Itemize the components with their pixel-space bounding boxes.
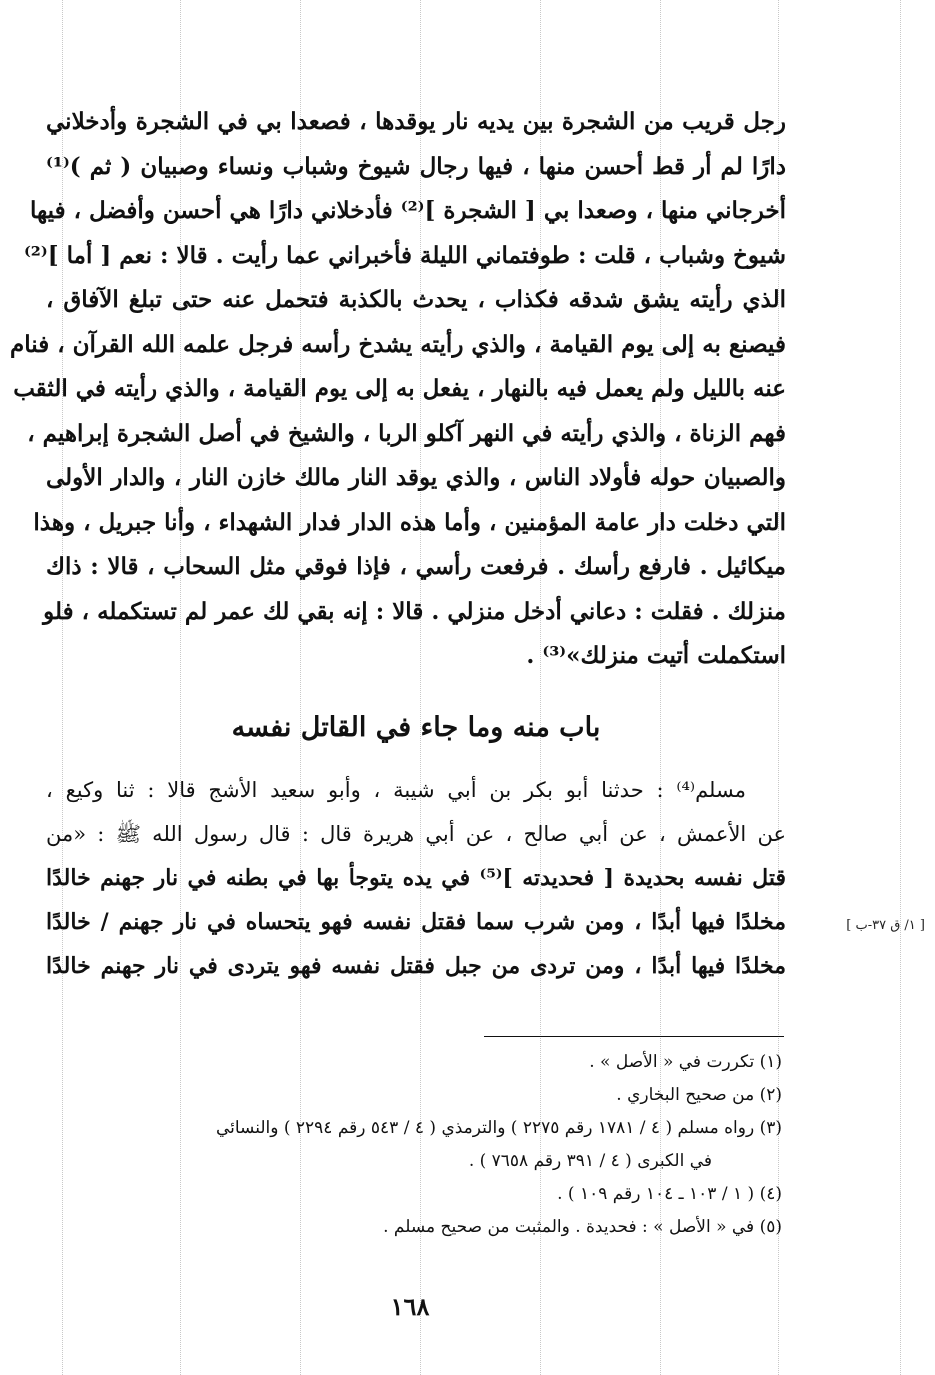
hadith-line: مخلدًا فيها أبدًا ، ومن شرب سما فقتل نفسه فهو يتحساه في نار جهنم / خالدًا <box>46 909 786 935</box>
chapter-title: باب منه وما جاء في القاتل نفسه <box>231 712 601 743</box>
text-line: الذي رأيته يشق شدقه فكذاب ، يحدث بالكذبة فتحمل عنه حتى تبلغ الآفاق ، <box>46 286 786 313</box>
text-line: والصبيان حوله فأولاد الناس ، والذي يوقد النار مالك خازن النار ، والدار الأولى <box>46 464 786 491</box>
scan-line <box>900 0 901 1375</box>
hadith-line: قتل نفسه بحديدة [ فحديدته ]⁽⁵⁾ في يده يتوجأ بها في بطنه في نار جهنم خالدًا <box>46 865 786 891</box>
text-line: رجل قريب من الشجرة بين يديه نار يوقدها ، فصعدا بي في الشجرة وأدخلاني <box>46 108 786 135</box>
footnote: (١) تكررت في « الأصل » . <box>589 1052 782 1072</box>
footnote-divider <box>484 1036 784 1037</box>
page-number: ١٦٨ <box>390 1292 430 1321</box>
text-line: دارًا لم أر قط أحسن منها ، فيها رجال شيوخ وشباب ونساء وصبيان ( ثم )⁽¹⁾ <box>46 152 786 180</box>
text-line: منزلك . فقلت : دعاني أدخل منزلي . قالا : إنه بقي لك عمر لم تستكمله ، فلو <box>43 597 786 625</box>
text-line: ميكائيل . فارفع رأسك . فرفعت رأسي ، فإذا فوقي مثل السحاب ، قالا : ذاك <box>46 553 786 580</box>
hadith-line: عن الأعمش ، عن أبي صالح ، عن أبي هريرة قال : قال رسول الله ﷺ : «من <box>46 822 786 846</box>
footnote: (٣) رواه مسلم ( ٤ / ١٧٨١ رقم ٢٢٧٥ ) والترمذي ( ٤ / ٥٤٣ رقم ٢٢٩٤ ) والنسائي <box>215 1118 782 1138</box>
footnote: (٥) في « الأصل » : فحديدة . والمثبت من صحيح مسلم . <box>383 1217 782 1237</box>
manuscript-folio-note: [ ١/ ق ٣٧-ب ] <box>846 918 925 933</box>
text-line: استكملت أتيت منزلك»⁽³⁾ . <box>526 642 786 669</box>
text-line: عنه بالليل ولم يعمل فيه بالنهار ، يفعل به إلى يوم القيامة ، والذي رأيته في الثقب <box>13 375 786 402</box>
hadith-text <box>46 768 786 988</box>
hadith-line: مخلدًا فيها أبدًا ، ومن تردى من جبل فقتل نفسه فهو يتردى في نار جهنم خالدًا <box>46 953 786 979</box>
text-line: فهم الزناة ، والذي رأيته في النهر آكلو الربا ، والشيخ في أصل الشجرة إبراهيم ، <box>27 419 786 447</box>
footnotes <box>20 1046 782 1244</box>
text-line: التي دخلت دار عامة المؤمنين ، وأما هذه الدار فدار الشهداء ، وأنا جبريل ، وهذا <box>33 508 786 536</box>
hadith-line: مسلم⁽⁴⁾ : حدثنا أبو بكر بن أبي شيبة ، وأبو سعيد الأشج قالا : ثنا وكيع ، <box>46 778 746 802</box>
footnote: في الكبرى ( ٤ / ٣٩١ رقم ٧٦٥٨ ) . <box>468 1151 712 1171</box>
text-line: أخرجاني منها ، وصعدا بي [ الشجرة ]⁽²⁾ فأدخلاني دارًا هي أحسن وأفضل ، فيها <box>30 197 786 224</box>
main-text <box>10 100 786 679</box>
footnote: (٢) من صحيح البخاري . <box>616 1085 782 1105</box>
footnote: (٤) ( ١ / ١٠٣ ـ ١٠٤ رقم ١٠٩ ) . <box>557 1184 782 1204</box>
text-line: شيوخ وشباب ، قلت : طوفتماني الليلة فأخبراني عما رأيت . قالا : نعم [ أما ]⁽²⁾ <box>23 241 786 269</box>
text-line: فيصنع به إلى يوم القيامة ، والذي رأيته يشدخ رأسه فرجل علمه الله القرآن ، فنام <box>10 330 786 358</box>
